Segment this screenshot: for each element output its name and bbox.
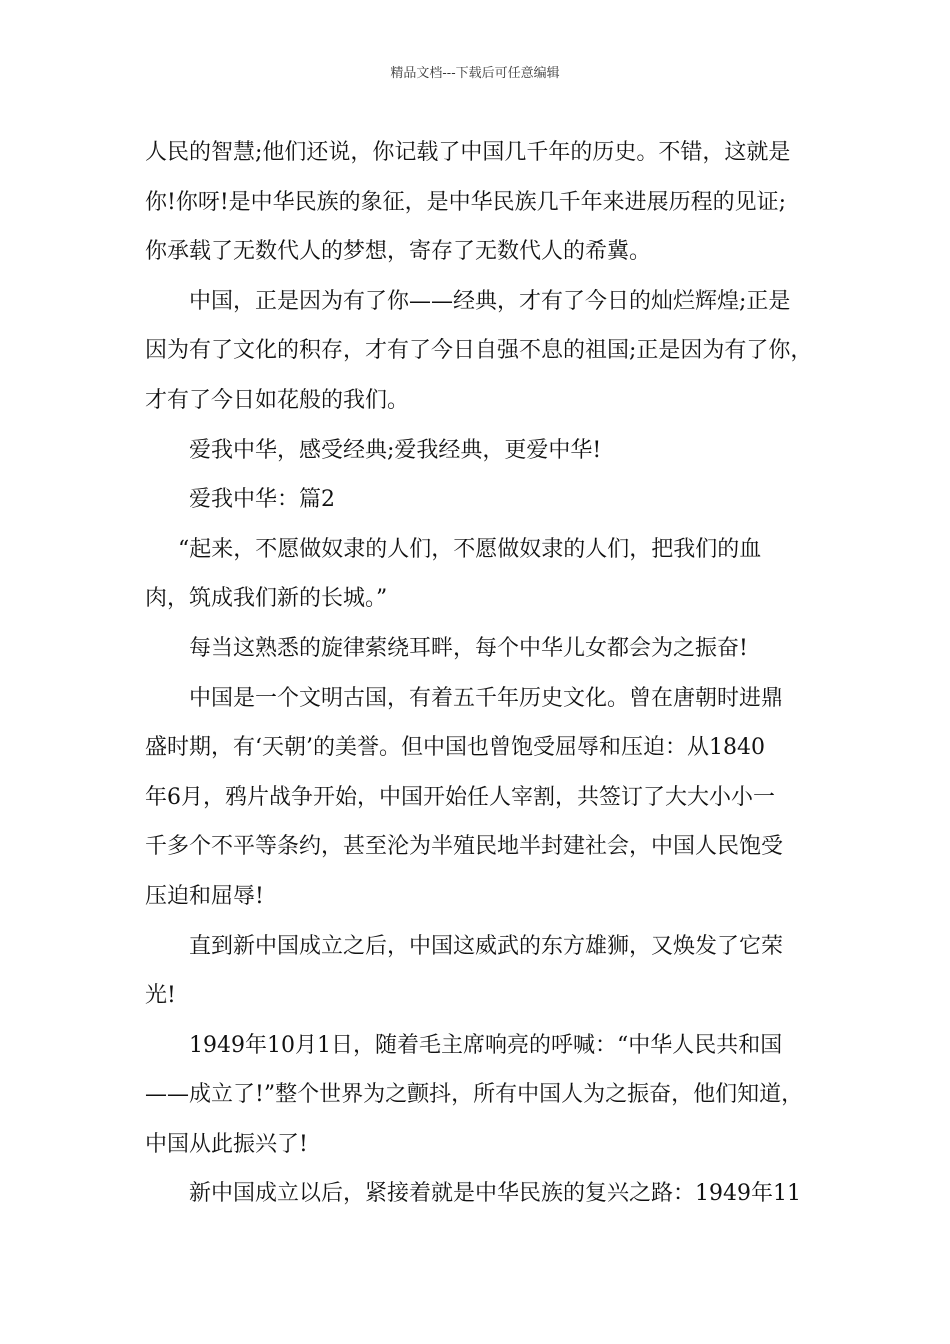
text-line: ——成立了!”整个世界为之颤抖，所有中国人为之振奋，他们知道， (145, 1082, 804, 1108)
text-line: 新中国成立以后，紧接着就是中华民族的复兴之路：1949年11 (189, 1181, 801, 1207)
paragraph (145, 525, 825, 624)
text-line: 光! (145, 983, 176, 1009)
text-line: 肉，筑成我们新的长城。” (145, 586, 388, 612)
text-line: 每当这熟悉的旋律萦绕耳畔，每个中华儿女都会为之振奋! (189, 635, 748, 661)
paragraph (145, 426, 825, 476)
document-body (145, 128, 825, 1219)
paragraph (145, 624, 825, 674)
text-line: 爱我中华，感受经典;爱我经典，更爱中华! (189, 437, 602, 463)
text-line: 你!你呀!是中华民族的象征，是中华民族几千年来进展历程的见证; (145, 189, 787, 215)
section-heading (145, 475, 825, 525)
text-line: 1949年10月1日，随着毛主席响亮的呼喊：“中华人民共和国 (189, 1032, 783, 1058)
text-line: 爱我中华：篇2 (189, 487, 335, 513)
paragraph (145, 1021, 825, 1170)
text-line: 年6月，鸦片战争开始，中国开始任人宰割，共签订了大大小小一 (145, 784, 775, 810)
text-line: 中国，正是因为有了你——经典，才有了今日的灿烂辉煌;正是 (189, 288, 791, 314)
text-line: “起来，不愿做奴隶的人们，不愿做奴隶的人们，把我们的血 (178, 536, 762, 562)
paragraph (145, 674, 825, 922)
text-line: 压迫和屈辱! (145, 883, 264, 909)
text-line: 才有了今日如花般的我们。 (145, 387, 410, 413)
paragraph (145, 128, 825, 277)
text-line: 你承载了无数代人的梦想，寄存了无数代人的希冀。 (145, 239, 652, 265)
paragraph (145, 277, 825, 426)
text-line: 人民的智慧;他们还说，你记载了中国几千年的历史。不错，这就是 (145, 140, 791, 165)
text-line: 直到新中国成立之后，中国这威武的东方雄狮，又焕发了它荣 (189, 933, 784, 959)
page-header: 精品文档---下载后可任意编辑 (390, 66, 560, 81)
text-line: 盛时期，有‘天朝’的美誉。但中国也曾饱受屈辱和压迫：从1840 (145, 735, 765, 761)
text-line: 因为有了文化的积存，才有了今日自强不息的祖国;正是因为有了你， (145, 338, 813, 364)
text-line: 中国从此振兴了! (145, 1131, 308, 1157)
text-line: 千多个不平等条约，甚至沦为半殖民地半封建社会，中国人民饱受 (145, 834, 784, 860)
text-line: 中国是一个文明古国，有着五千年历史文化。曾在唐朝时进鼎 (189, 685, 784, 711)
paragraph (145, 922, 825, 1021)
paragraph (145, 1169, 825, 1219)
